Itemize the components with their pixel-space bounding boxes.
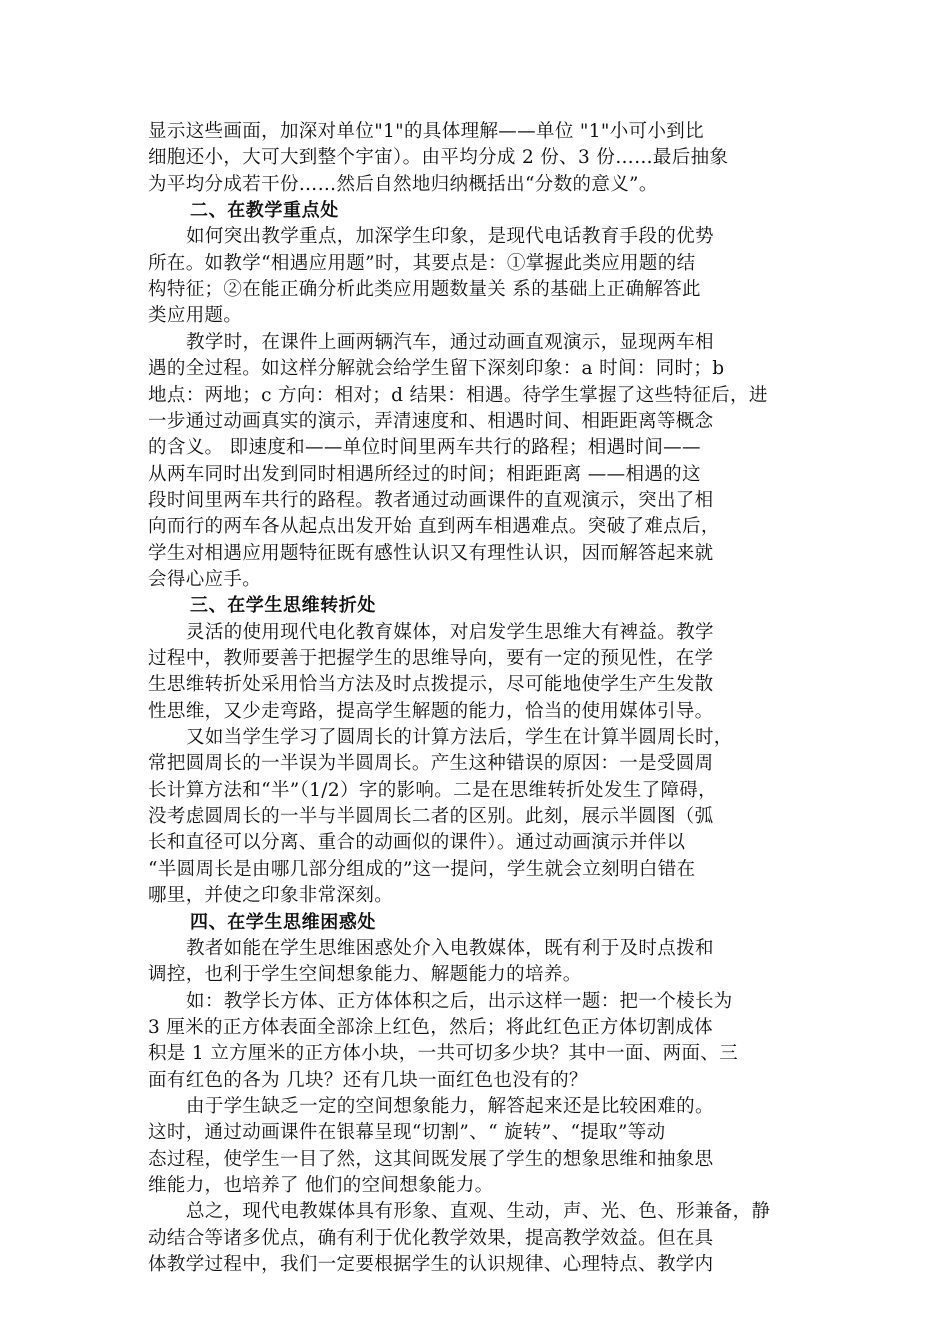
paragraph-line: 向而行的两车各从起点出发开始 直到两车相遇难点。突破了难点后，: [148, 516, 720, 538]
paragraph-line: 灵活的使用现代电化教育媒体，对启发学生思维大有裨益。教学: [186, 621, 714, 643]
section-heading: 三、在学生思维转折处: [190, 595, 376, 617]
paragraph-line: “半圆周长是由哪几部分组成的”这一提问，学生就会立刻明白错在: [148, 858, 696, 880]
paragraph-line: 为平均分成若干份……然后自然地归纳概括出“分数的意义”。: [148, 173, 658, 195]
section-heading: 四、在学生思维困惑处: [190, 911, 376, 933]
paragraph-line: 长计算方法和“半”（1/2）字的影响。二是在思维转折处发生了障碍，: [148, 779, 717, 801]
paragraph-line: 如何突出教学重点，加深学生印象，是现代电话教育手段的优势: [186, 226, 714, 248]
paragraph-line: 调控，也利于学生空间想象能力、解题能力的培养。: [148, 964, 582, 986]
paragraph-line: 维能力，也培养了 他们的空间想象能力。: [148, 1175, 494, 1196]
paragraph-line: 3 厘米的正方体表面全部涂上红色，然后；将此红色正方体切割成体: [148, 1016, 714, 1038]
paragraph-line: 这时，通过动画课件在银幕呈现“切割”、“ 旋转”、“提取”等动: [148, 1122, 666, 1144]
paragraph-line: 遇的全过程。如这样分解就会给学生留下深刻印象：a 时间：同时；b: [148, 358, 725, 380]
paragraph-line: 哪里，并使之印象非常深刻。: [148, 885, 394, 907]
paragraph-line: 类应用题。: [148, 305, 243, 327]
paragraph-line: 由于学生缺乏一定的空间想象能力，解答起来还是比较困难的。: [186, 1095, 714, 1117]
paragraph-line: 教者如能在学生思维困惑处介入电教媒体，既有利于及时点拨和: [186, 937, 714, 959]
paragraph-line: 体教学过程中，我们一定要根据学生的认识规律、心理特点、教学内: [148, 1254, 714, 1276]
paragraph-line: 没考虑圆周长的一半与半圆周长二者的区别。此刻，展示半圆图（弧: [148, 806, 714, 828]
paragraph-line: 地点：两地；c 方向：相对；d 结果：相遇。待学生掌握了这些特征后，进: [148, 384, 768, 406]
paragraph-line: 一步通过动画真实的演示，弄清速度和、相遇时间、相距距离等概念: [148, 410, 714, 432]
paragraph-line: 教学时，在课件上画两辆汽车，通过动画直观演示，显现两车相: [186, 331, 714, 353]
paragraph-line: 积是 1 立方厘米的正方体小块，一共可切多少块？其中一面、两面、三: [148, 1043, 739, 1065]
paragraph-line: 又如当学生学习了圆周长的计算方法后，学生在计算半圆周长时，: [186, 727, 733, 749]
paragraph-line: 学生对相遇应用题特征既有感性认识又有理性认识，因而解答起来就: [148, 542, 714, 564]
paragraph-line: 态过程，使学生一目了然，这其间既发展了学生的想象思维和抽象思: [148, 1148, 714, 1170]
paragraph-line: 的含义。 即速度和——单位时间里两车共行的路程；相遇时间——: [148, 437, 701, 459]
paragraph-line: 所在。如教学“相遇应用题”时，其要点是：①掌握此类应用题的结: [148, 252, 696, 274]
paragraph-line: 性思维，又少走弯路，提高学生解题的能力，恰当的使用媒体引导。: [148, 700, 714, 722]
paragraph-line: 段时间里两车共行的路程。教者通过动画课件的直观演示，突出了相: [148, 489, 714, 511]
paragraph-line: 显示这些画面，加深对单位"1"的具体理解——单位 "1"小可小到比: [148, 121, 705, 142]
paragraph-line: 面有红色的各为 几块？还有几块一面红色也没有的？: [148, 1069, 588, 1091]
paragraph-line: 从两车同时出发到同时相遇所经过的时间；相距距离 ——相遇的这: [148, 463, 701, 485]
paragraph-line: 总之，现代电教媒体具有形象、直观、生动，声、光、色、形兼备，静: [186, 1201, 771, 1223]
paragraph-line: 过程中，教师要善于把握学生的思维导向，要有一定的预见性，在学: [148, 648, 714, 669]
paragraph-line: 构特征；②在能正确分析此类应用题数量关 系的基础上正确解答此: [148, 279, 701, 301]
paragraph-line: 细胞还小，大可大到整个宇宙）。由平均分成 2 份、3 份……最后抽象: [148, 147, 729, 169]
paragraph-line: 如：教学长方体、正方体体积之后，出示这样一题：把一个棱长为: [186, 990, 733, 1012]
section-heading: 二、在教学重点处: [190, 200, 339, 222]
paragraph-line: 常把圆周长的一半误为半圆周长。产生这种错误的原因：一是受圆周: [148, 753, 714, 775]
paragraph-line: 动结合等诸多优点，确有利于优化教学效果，提高教学效益。但在具: [148, 1227, 714, 1249]
paragraph-line: 生思维转折处采用恰当方法及时点拨提示，尽可能地使学生产生发散: [148, 674, 714, 696]
paragraph-line: 会得心应手。: [148, 568, 262, 590]
paragraph-line: 长和直径可以分离、重合的动画似的课件）。通过动画演示并伴以: [148, 832, 686, 854]
